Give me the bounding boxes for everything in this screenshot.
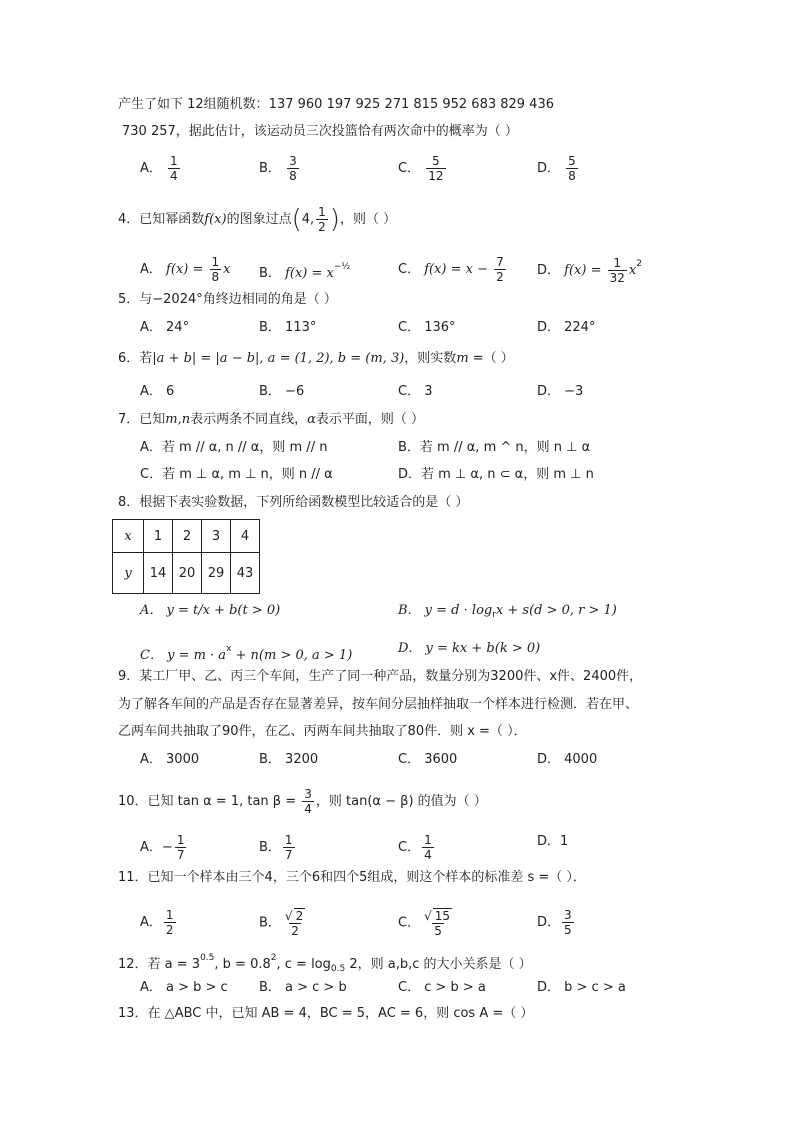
- q12-stem: 12．若 $a = 3^{0.5}$, $b = 0.8^2$, $c = \log_{0.5} 2$，则 a,b,c 的大小关系是（ ）: [118, 953, 532, 974]
- table-cell: 20: [173, 553, 202, 594]
- table-cell: 2: [173, 520, 202, 553]
- q5-option-d[interactable]: D． 224°: [537, 320, 596, 335]
- table-cell: 29: [202, 553, 231, 594]
- q4-stem: 4．已知幂函数f(x)的图象过点(4, $\frac{1}{2}$ )，则（ ）: [118, 204, 397, 235]
- q6-option-a[interactable]: A． 6: [140, 384, 175, 399]
- table-cell: 4: [231, 520, 260, 553]
- q3-line2: 730 257，据此估计，该运动员三次投篮恰有两次命中的概率为（ ）: [122, 124, 518, 139]
- q5-stem: 5．与−2024°角终边相同的角是（ ）: [118, 292, 337, 307]
- q8-option-c[interactable]: C． $y = m \cdot a^x + n(m > 0$, a > 1): [140, 644, 353, 663]
- q8-option-a[interactable]: A． y = t/x + b(t > 0): [140, 603, 281, 618]
- fraction: $\frac{1}{4}$: [424, 833, 432, 862]
- option-label: A．: [140, 161, 162, 176]
- table-cell: 14: [144, 553, 173, 594]
- fraction: $\frac{3}{5}$: [564, 908, 572, 937]
- table-cell: x: [113, 520, 144, 553]
- q3-line1: 产生了如下 12组随机数：137 960 197 925 271 815 952 683 829 436: [118, 97, 554, 112]
- q9-option-c[interactable]: C． 3600: [398, 752, 458, 767]
- fraction: $\frac{1}{7}$: [176, 833, 185, 862]
- q9-line3: 乙两车间共抽取了90件，在乙、丙两车间共抽取了80件．则 x =（ ）．: [118, 724, 527, 739]
- q12-option-d[interactable]: D． b > c > a: [537, 980, 626, 995]
- q8-option-b[interactable]: B． $y = d \cdot \log_rx + s(d > 0$, r > 1): [398, 603, 617, 620]
- q7-stem: 7．已知m,n表示两条不同直线，α表示平面，则（ ）: [118, 412, 425, 427]
- q6-stem: 6．若|a + b| = |a − b|, a = (1, 2), b = (m, 3)，则实数m =（ ）: [118, 351, 514, 366]
- q12-option-a[interactable]: A． a > b > c: [140, 980, 228, 995]
- fraction: $\frac{5}{8}$: [568, 154, 576, 183]
- q12-option-c[interactable]: C． c > b > a: [398, 980, 486, 995]
- q10-stem: 10．已知 tan α = 1, tan β = $\frac{3}{4}$ ，则 tan(α − β) 的值为（ ）: [118, 787, 487, 816]
- fraction: $\frac{5}{12}$: [428, 154, 444, 183]
- q3-option-d[interactable]: D． $\frac{5}{8}$: [537, 154, 576, 183]
- q9-line1: 9．某工厂甲、乙、丙三个车间，生产了同一种产品，数量分别为3200件、x件、2400件，: [118, 669, 643, 684]
- q6-option-d[interactable]: D． −3: [537, 384, 584, 399]
- q9-option-d[interactable]: D． 4000: [537, 752, 598, 767]
- fraction: $\frac{√ 2}{2}$: [284, 909, 304, 938]
- q4-option-a[interactable]: A． f(x) = $\frac{1}{8}$ x: [140, 255, 231, 284]
- q9-option-b[interactable]: B． 3200: [259, 752, 319, 767]
- q11-option-a[interactable]: A． $\frac{1}{2}$: [140, 908, 174, 937]
- table-cell: 43: [231, 553, 260, 594]
- q7-option-d[interactable]: D．若 m ⊥ α, n ⊂ α，则 m ⊥ n: [398, 467, 594, 482]
- q10-option-c[interactable]: C． $\frac{1}{4}$: [398, 833, 432, 862]
- q11-option-d[interactable]: D． $\frac{3}{5}$: [537, 908, 572, 937]
- fraction: $\frac{1}{32}$: [609, 256, 625, 285]
- q5-option-c[interactable]: C． 136°: [398, 320, 456, 335]
- table-cell: 1: [144, 520, 173, 553]
- q10-option-b[interactable]: B． $\frac{1}{7}$: [259, 833, 293, 862]
- q8-stem: 8．根据下表实验数据，下列所给函数模型比较适合的是（ ）: [118, 495, 469, 510]
- q13-stem: 13．在 △ABC 中，已知 AB = 4，BC = 5，AC = 6，则 cos A =（ ）: [118, 1006, 534, 1021]
- fraction: $\frac{1}{2}$: [318, 205, 326, 234]
- data-table: [112, 519, 260, 594]
- q10-option-a[interactable]: A．− $\frac{1}{7}$: [140, 833, 185, 862]
- fraction: $\frac{1}{7}$: [284, 833, 293, 862]
- fraction: $\frac{1}{8}$: [211, 255, 220, 284]
- q7-option-a[interactable]: A．若 m // α, n // α，则 m // n: [140, 440, 328, 455]
- q3-option-a[interactable]: [140, 154, 182, 183]
- q11-option-c[interactable]: C． $\frac{√ 15}{5}$: [398, 908, 456, 938]
- q4-option-c[interactable]: C． f(x) = x − $\frac{7}{2}$: [398, 255, 504, 284]
- table-row: [113, 520, 260, 553]
- q7-option-b[interactable]: B．若 m // α, m ^ n，则 n ⊥ α: [398, 440, 591, 455]
- q4-option-d[interactable]: D． f(x) = $\frac{1}{32}$ $x^2$: [537, 256, 642, 285]
- q3-option-c[interactable]: C． $\frac{5}{12}$: [398, 154, 444, 183]
- fraction: $\frac{√ 15}{5}$: [424, 909, 451, 938]
- q4-option-b[interactable]: B． $f(x) = x^{-\frac{1}{2}}$: [259, 262, 351, 281]
- q7-option-c[interactable]: C．若 m ⊥ α, m ⊥ n，则 n // α: [140, 467, 333, 482]
- fraction: $\frac{3}{4}$: [304, 787, 312, 816]
- q11-option-b[interactable]: B． $\frac{√ 2}{2}$: [259, 908, 309, 938]
- table-cell: 3: [202, 520, 231, 553]
- fraction: $\frac{1}{4}$: [170, 154, 178, 183]
- q12-option-b[interactable]: B． a > c > b: [259, 980, 347, 995]
- fraction: $\frac{7}{2}$: [496, 255, 504, 284]
- q3-option-b[interactable]: B． $\frac{3}{8}$: [259, 154, 297, 183]
- q5-option-a[interactable]: A． 24°: [140, 320, 190, 335]
- q9-option-a[interactable]: A． 3000: [140, 752, 200, 767]
- table-row: [113, 553, 260, 594]
- q10-option-d[interactable]: D．1: [537, 834, 569, 849]
- q6-option-c[interactable]: C． 3: [398, 384, 433, 399]
- q11-stem: 11．已知一个样本由三个4，三个6和四个5组成，则这个样本的标准差 s =（ ）．: [118, 870, 586, 885]
- q8-option-d[interactable]: D． y = kx + b(k > 0): [398, 641, 541, 656]
- table-cell: y: [113, 553, 144, 594]
- fraction: $\frac{3}{8}$: [289, 154, 297, 183]
- q5-option-b[interactable]: B． 113°: [259, 320, 317, 335]
- q9-line2: 为了解各车间的产品是否存在显著差异，按车间分层抽样抽取一个样本进行检测．若在甲、: [118, 697, 639, 712]
- fraction: $\frac{1}{2}$: [165, 908, 174, 937]
- q6-option-b[interactable]: B． −6: [259, 384, 305, 399]
